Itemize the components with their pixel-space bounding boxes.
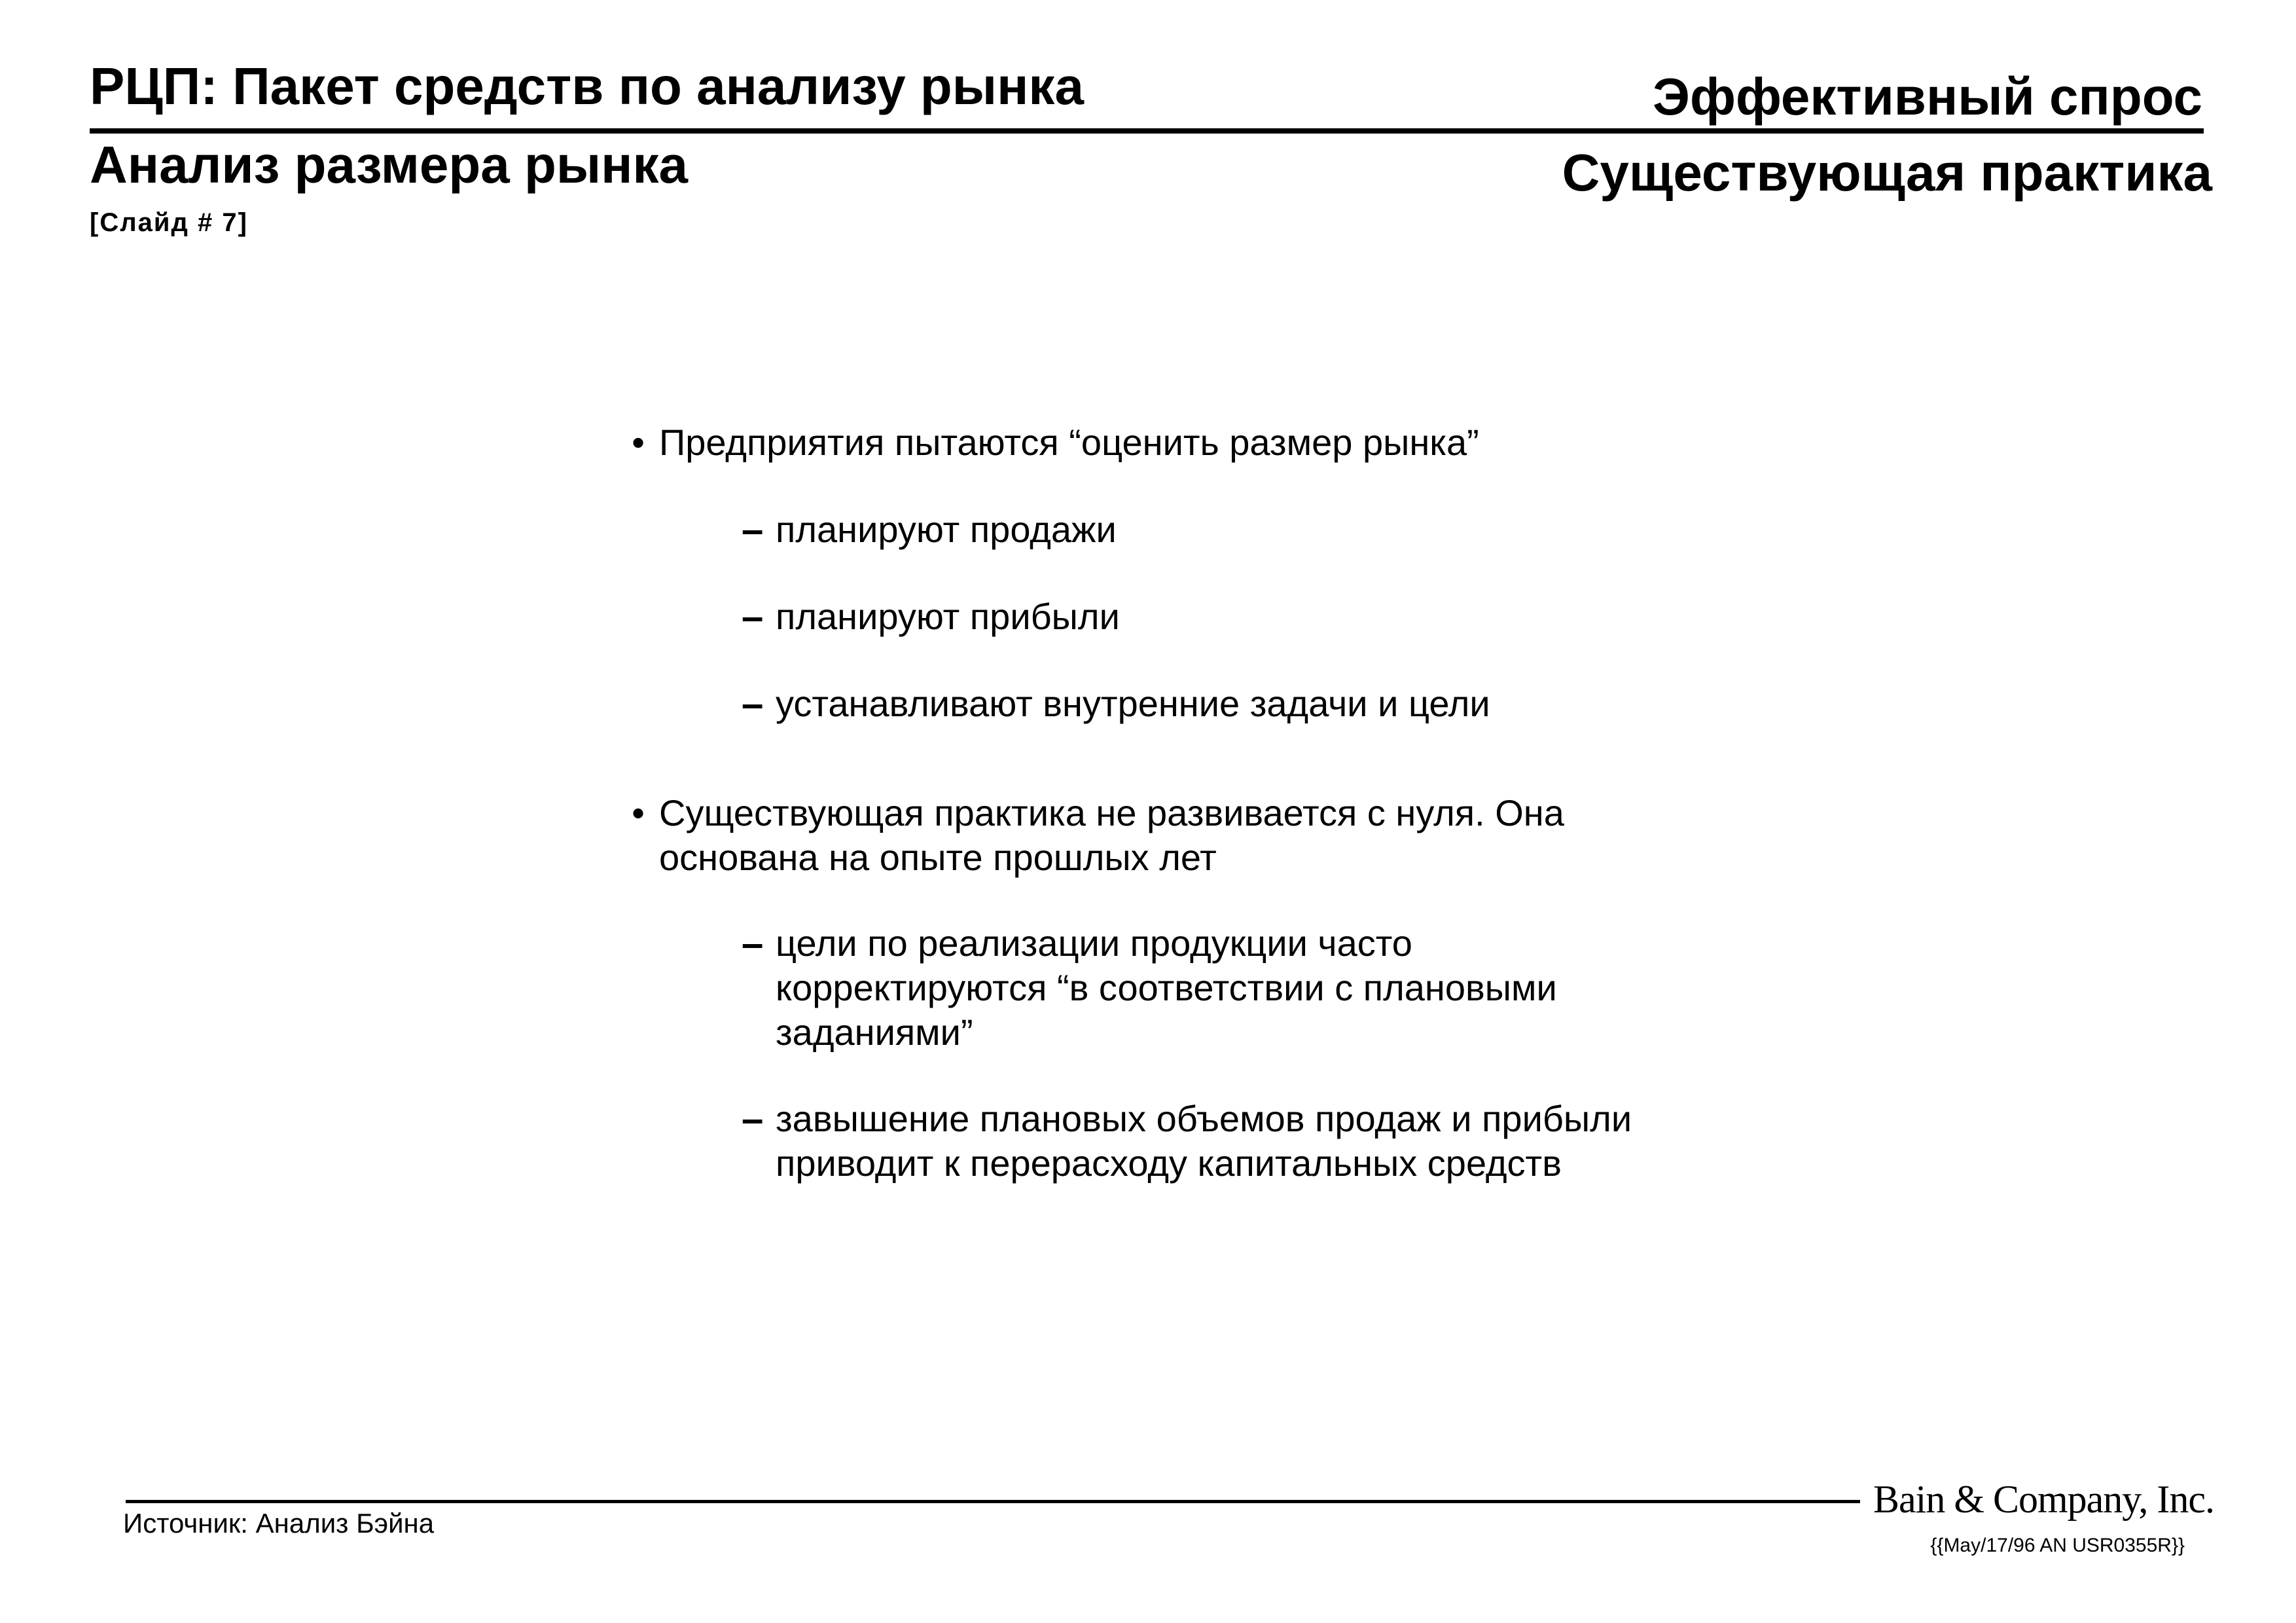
bullet-item: [625, 791, 1712, 880]
sub-bullet-item: [742, 1097, 1684, 1186]
slide-number: [Слайд # 7]: [90, 208, 248, 237]
sub-bullet-item: [742, 507, 1723, 552]
section-subtitle: Существующая практика: [1562, 143, 2212, 202]
section-title: Эффективный спрос: [1653, 67, 2202, 126]
source-note: Источник: Анализ Бэйна: [123, 1508, 435, 1539]
sub-bullet-text: завышение плановых объемов продаж и прибыли приводит к перерасходу капитальных средств: [776, 1098, 1632, 1184]
footer-divider: [126, 1500, 1860, 1503]
dash-mark: –: [742, 682, 764, 725]
bullet-mark: •: [632, 792, 645, 833]
sub-bullet-text: устанавливают внутренние задачи и цели: [776, 683, 1490, 724]
company-logo: Bain & Company, Inc.: [1873, 1478, 2215, 1521]
bullet-text: Существующая практика не развивается с нуля. Она основана на опыте прошлых лет: [659, 792, 1564, 878]
dash-mark: –: [742, 594, 764, 638]
dash-mark: –: [742, 1097, 764, 1140]
sub-bullet-item: [742, 921, 1684, 1055]
bullet-item: [625, 420, 1738, 465]
sub-bullet-item: [742, 682, 1723, 726]
slide-subtitle: Анализ размера рынка: [90, 136, 688, 194]
sub-bullet-text: планируют прибыли: [776, 596, 1120, 637]
sub-bullet-text: цели по реализации продукции часто корректируются “в соответствии с плановыми заданиями”: [776, 922, 1557, 1053]
slide-title: РЦП: Пакет средств по анализу рынка: [90, 57, 1084, 115]
bullet-mark: •: [632, 422, 645, 463]
sub-bullet-item: [742, 594, 1723, 639]
dash-mark: –: [742, 921, 764, 965]
bullet-text: Предприятия пытаются “оценить размер рынка”: [659, 422, 1479, 463]
header-divider: [90, 128, 2204, 134]
document-code: {{May/17/96 AN USR0355R}}: [1930, 1535, 2185, 1556]
dash-mark: –: [742, 507, 764, 551]
sub-bullet-text: планируют продажи: [776, 509, 1117, 550]
